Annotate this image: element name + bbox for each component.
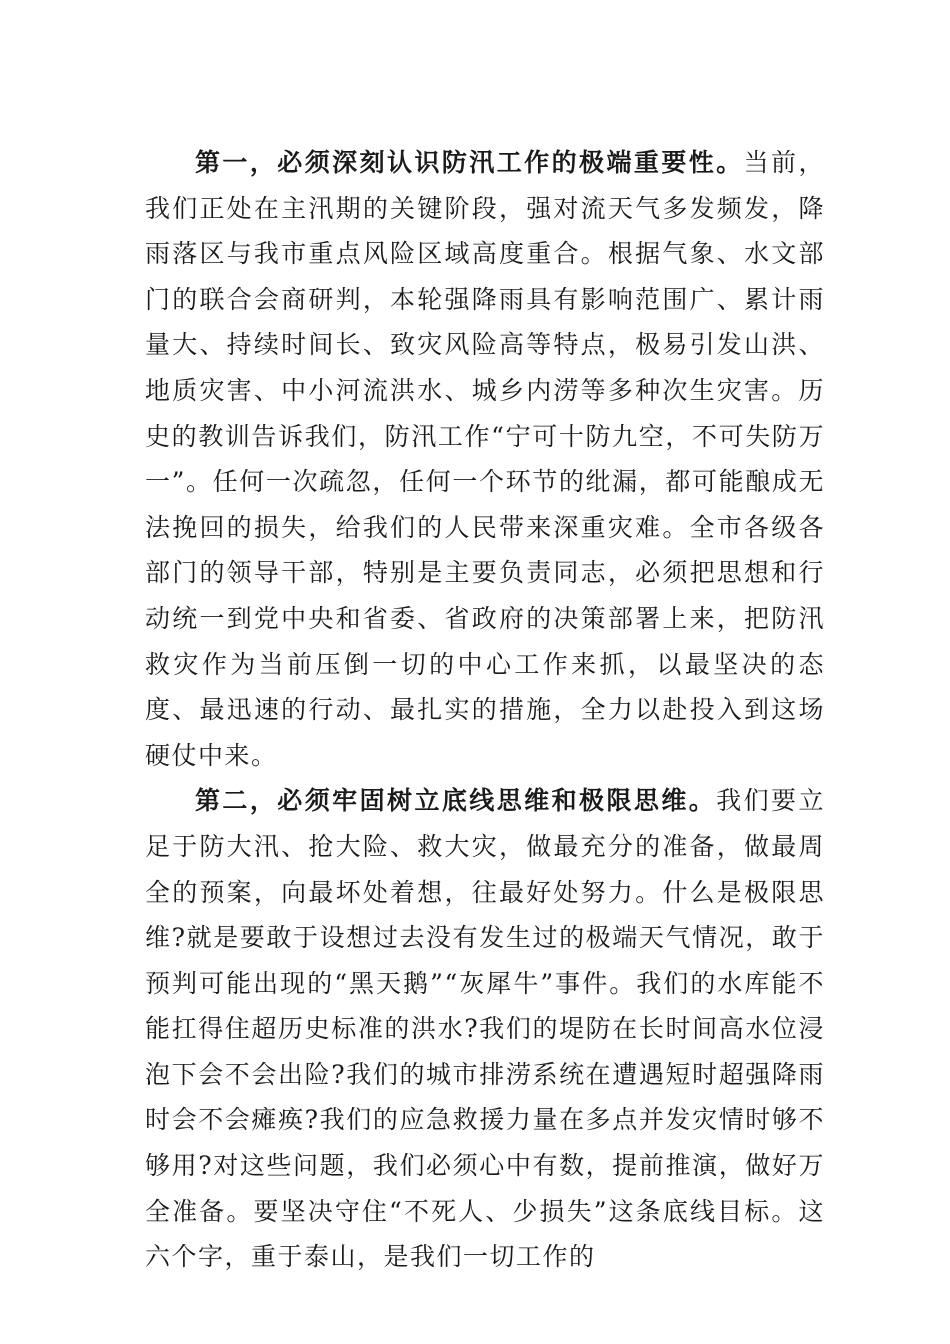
paragraph-2-lead: 第二，必须牢固树立底线思维和极限思维。 — [195, 786, 717, 816]
paragraph-2-body: 我们要立足于防大汛、抢大险、救大灾，做最充分的准备，做最周全的预案，向最坏处着想，往最好处努力。什么是极限思维?就是要敢于设想过去没有发生过的极端天气情况，敢于预判可能出现的“黑天鹅”“灰犀牛”事件。我们的水库能不能扛得住超历史标准的洪水?我们的堤防在长时间高水位浸泡下会不会出险?我们的城市排涝系统在遭遇短时超强降雨时会不会瘫痪?我们的应急救援力量在多点并发灾情时够不够用?对这些问题，我们必须心中有数，提前推演，做好万全准备。要坚决守住“不死人、少损失”这条底线目标。这六个字，重于泰山，是我们一切工作的 — [145, 786, 825, 1272]
document-body — [145, 140, 825, 1280]
paragraph-2 — [145, 778, 825, 1280]
paragraph-1 — [145, 140, 825, 778]
paragraph-1-body: 当前，我们正处在主汛期的关键阶段，强对流天气多发频发，降雨落区与我市重点风险区域高度重合。根据气象、水文部门的联合会商研判，本轮强降雨具有影响范围广、累计雨量大、持续时间长、致灾风险高等特点，极易引发山洪、地质灾害、中小河流洪水、城乡内涝等多种次生灾害。历史的教训告诉我们，防汛工作“宁可十防九空，不可失防万一”。任何一次疏忽，任何一个环节的纰漏，都可能酿成无法挽回的损失，给我们的人民带来深重灾难。全市各级各部门的领导干部，特别是主要负责同志，必须把思想和行动统一到党中央和省委、省政府的决策部署上来，把防汛救灾作为当前压倒一切的中心工作来抓，以最坚决的态度、最迅速的行动、最扎实的措施，全力以赴投入到这场硬仗中来。 — [145, 148, 825, 770]
paragraph-1-lead: 第一，必须深刻认识防汛工作的极端重要性。 — [195, 148, 744, 177]
